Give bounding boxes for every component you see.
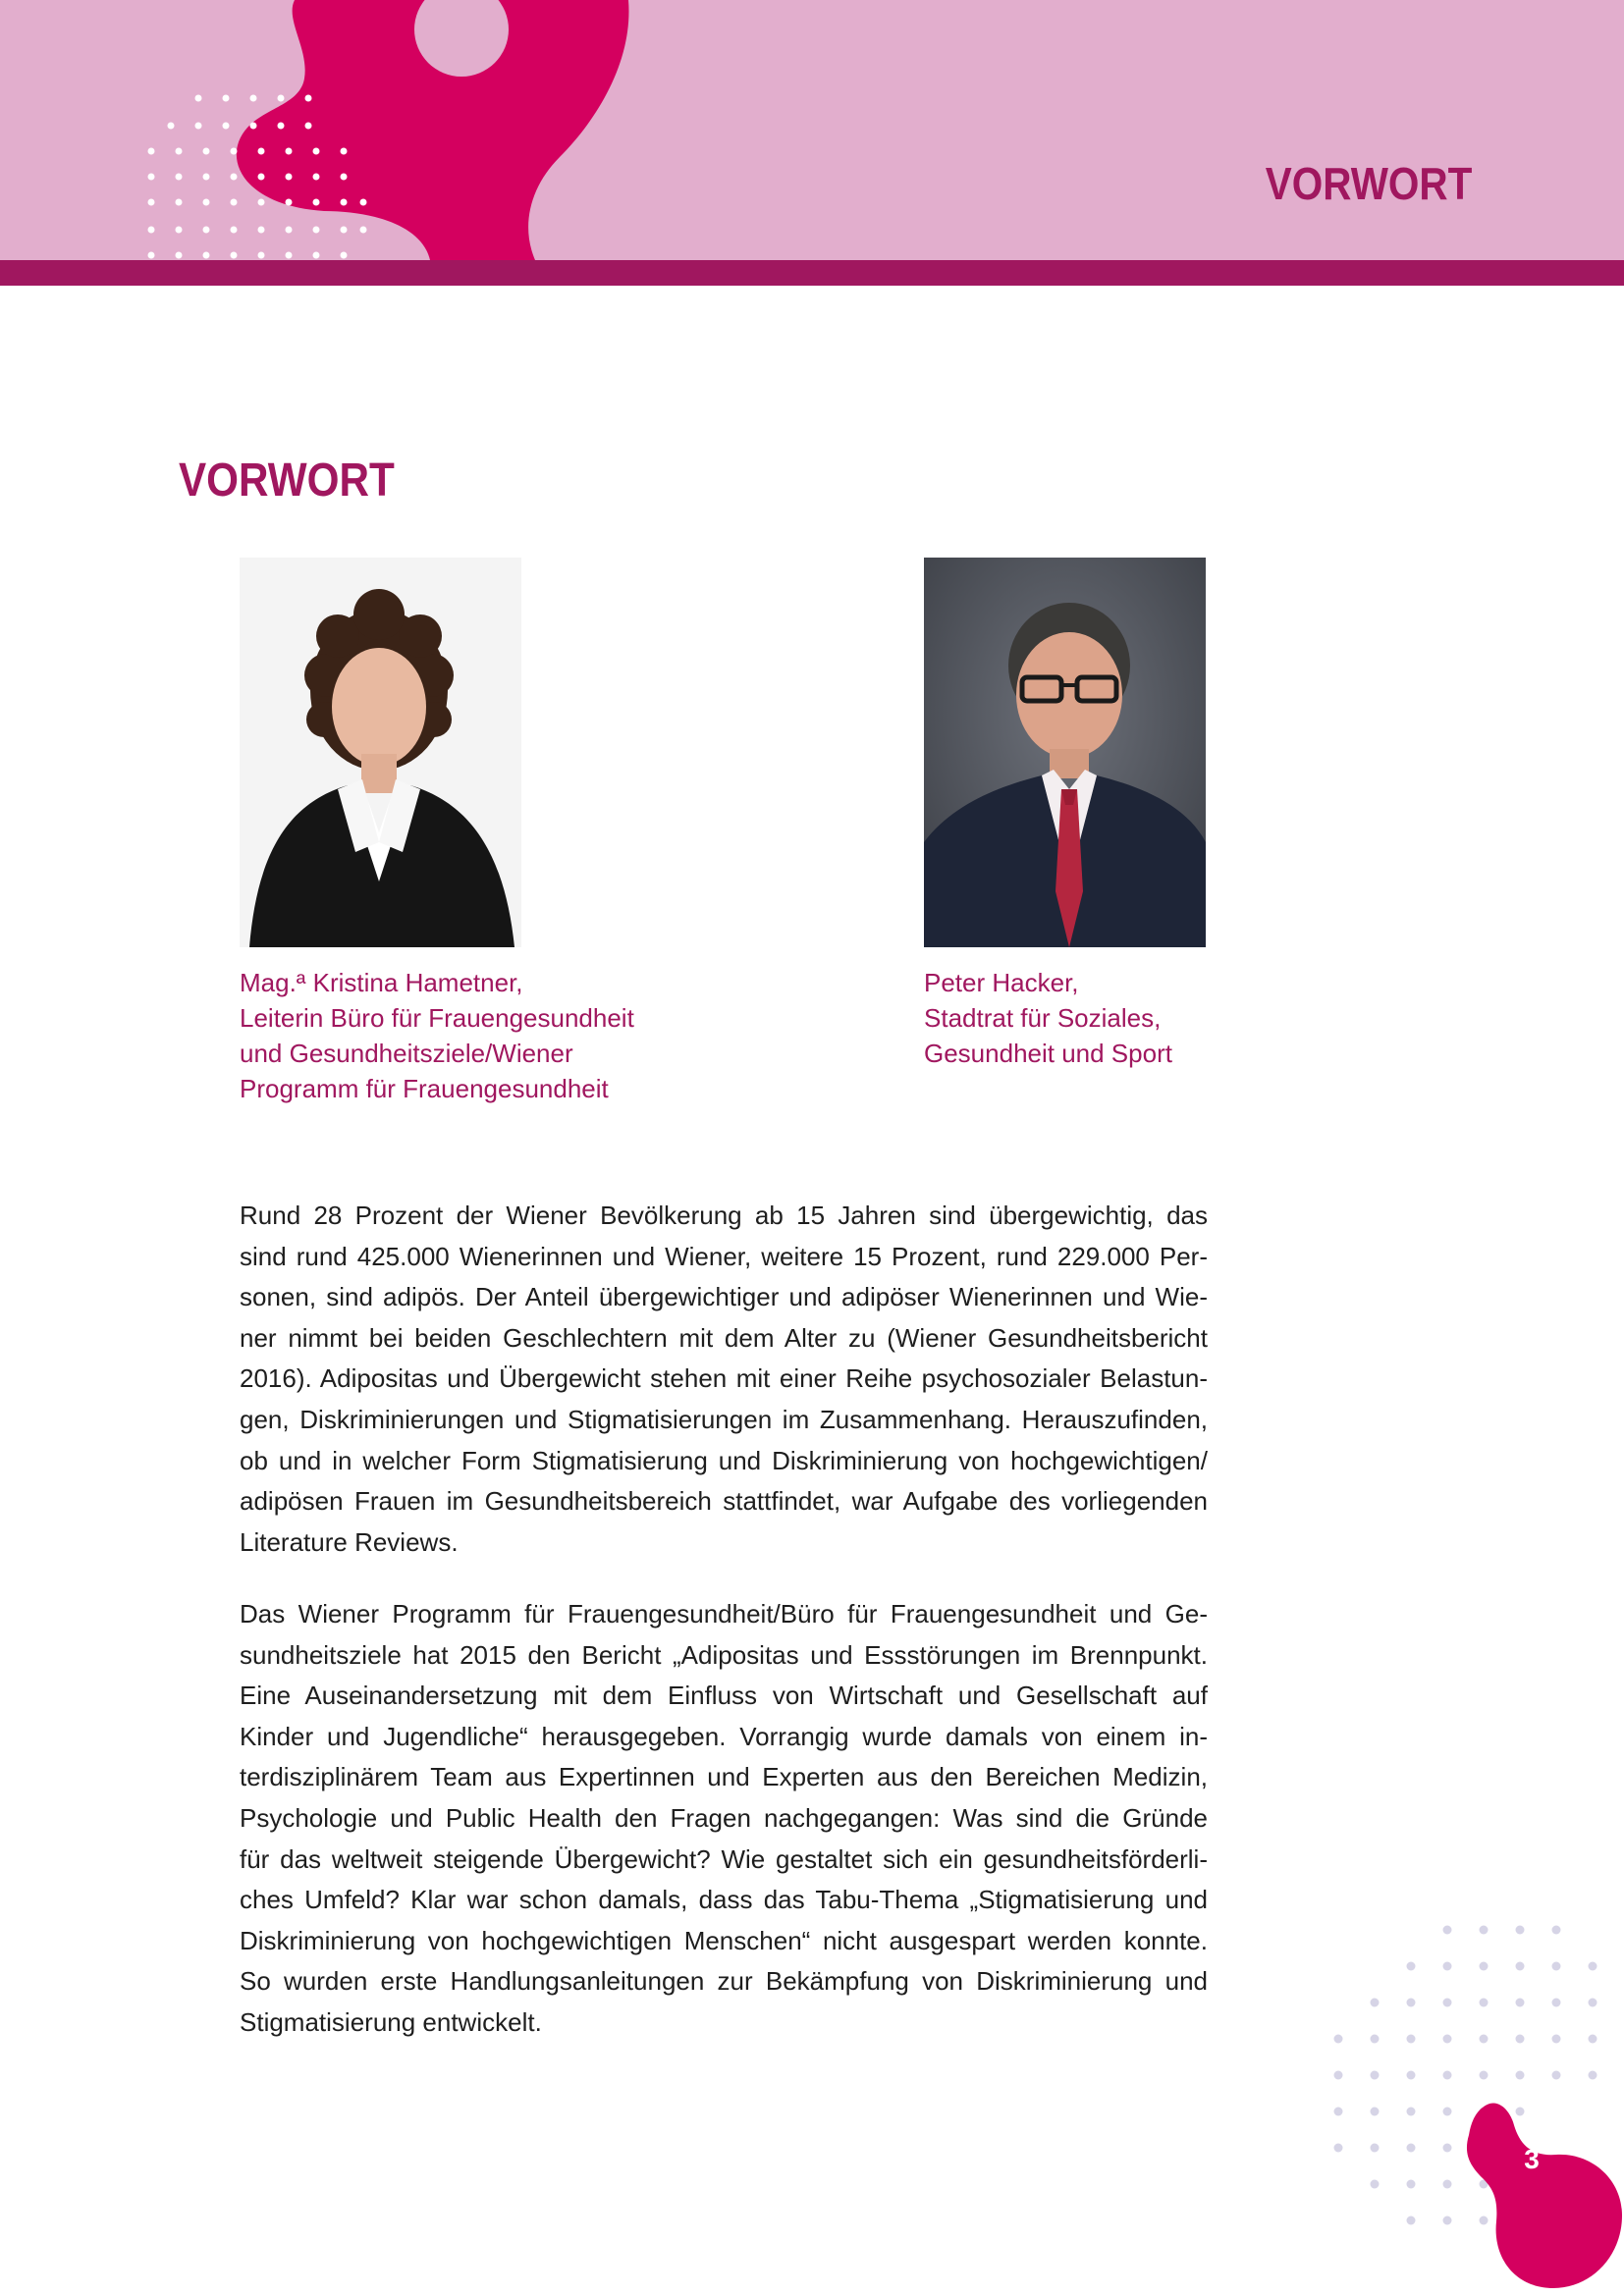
caption-line: Programm für Frauengesundheit xyxy=(240,1074,609,1103)
paragraph-line: Psychologie und Public Health den Fragen nachgegangen: Was sind die Gründe xyxy=(240,1802,1208,1833)
paragraph-line: für das weltweit steigende Übergewicht? Wie gestaltet sich ein gesundheitsförderli- xyxy=(240,1843,1208,1874)
caption-line: Gesundheit und Sport xyxy=(924,1039,1172,1068)
paragraph-line: ner nimmt bei beiden Geschlechtern mit dem Alter zu (Wiener Gesundheitsbericht xyxy=(240,1322,1208,1353)
body-paragraph-2 xyxy=(240,1594,1208,2044)
body-paragraph-1 xyxy=(240,1196,1208,1563)
paragraph-line: Das Wiener Programm für Frauengesundheit/Büro für Frauengesundheit und Ge- xyxy=(240,1599,1208,1629)
caption-line: Peter Hacker, xyxy=(924,968,1079,997)
man-portrait-image xyxy=(924,558,1206,947)
caption-line: und Gesundheitsziele/Wiener xyxy=(240,1039,573,1068)
paragraph-line: sind rund 425.000 Wienerinnen und Wiener, weitere 15 Prozent, rund 229.000 Per- xyxy=(240,1241,1208,1271)
portrait-photo-left xyxy=(240,558,521,947)
portrait-photo-right xyxy=(924,558,1206,947)
page-title: VORWORT xyxy=(179,454,395,507)
caption-line: Leiterin Büro für Frauengesundheit xyxy=(240,1003,634,1033)
author-caption-right xyxy=(924,965,1172,1071)
page-header xyxy=(0,0,1624,260)
paragraph-line: Diskriminierung von hochgewichtigen Menschen“ nicht ausgespart werden konnte. xyxy=(240,1925,1208,1955)
page-number-blob xyxy=(1463,2096,1624,2296)
caption-line: Stadtrat für Soziales, xyxy=(924,1003,1162,1033)
paragraph-line: sonen, sind adipös. Der Anteil übergewichtiger und adipöser Wienerinnen und Wie- xyxy=(240,1282,1208,1312)
paragraph-line: So wurden erste Handlungsanleitungen zur Bekämpfung von Diskriminierung und xyxy=(240,1966,1208,1997)
paragraph-line: Eine Auseinandersetzung mit dem Einfluss von Wirtschaft und Gesellschaft auf xyxy=(240,1681,1208,1711)
paragraph-line: Stigmatisierung entwickelt. xyxy=(240,2006,542,2037)
paragraph-line: ches Umfeld? Klar war schon damals, dass das Tabu-Thema „Stigmatisierung und xyxy=(240,1885,1208,1915)
paragraph-line: gen, Diskriminierungen und Stigmatisierungen im Zusammenhang. Herauszufinden, xyxy=(240,1404,1208,1434)
page-number: 3 xyxy=(1524,2144,1540,2174)
author-caption-left xyxy=(240,965,634,1106)
paragraph-line: ob und in welcher Form Stigmatisierung und Diskriminierung von hochgewichtigen/ xyxy=(240,1445,1208,1475)
paragraph-line: Literature Reviews. xyxy=(240,1526,459,1557)
paragraph-line: 2016). Adipositas und Übergewicht stehen mit einer Reihe psychosozialer Belastun- xyxy=(240,1363,1208,1394)
paragraph-line: sundheitsziele hat 2015 den Bericht „Adipositas und Essstörungen im Brennpunkt. xyxy=(240,1639,1208,1670)
paragraph-line: terdisziplinärem Team aus Expertinnen und Experten aus den Bereichen Medizin, xyxy=(240,1762,1208,1792)
header-divider-bar xyxy=(0,260,1624,286)
decorative-blob-graphic xyxy=(0,0,1624,260)
paragraph-line: Kinder und Jugendliche“ herausgegeben. Vorrangig wurde damals von einem in- xyxy=(240,1721,1208,1751)
caption-line: Mag.ª Kristina Hametner, xyxy=(240,968,523,997)
paragraph-line: adipösen Frauen im Gesundheitsbereich stattfindet, war Aufgabe des vorliegenden xyxy=(240,1486,1208,1517)
header-section-title: VORWORT xyxy=(1265,158,1472,209)
paragraph-line: Rund 28 Prozent der Wiener Bevölkerung ab 15 Jahren sind übergewichtig, das xyxy=(240,1201,1208,1230)
woman-portrait-image xyxy=(240,558,521,947)
